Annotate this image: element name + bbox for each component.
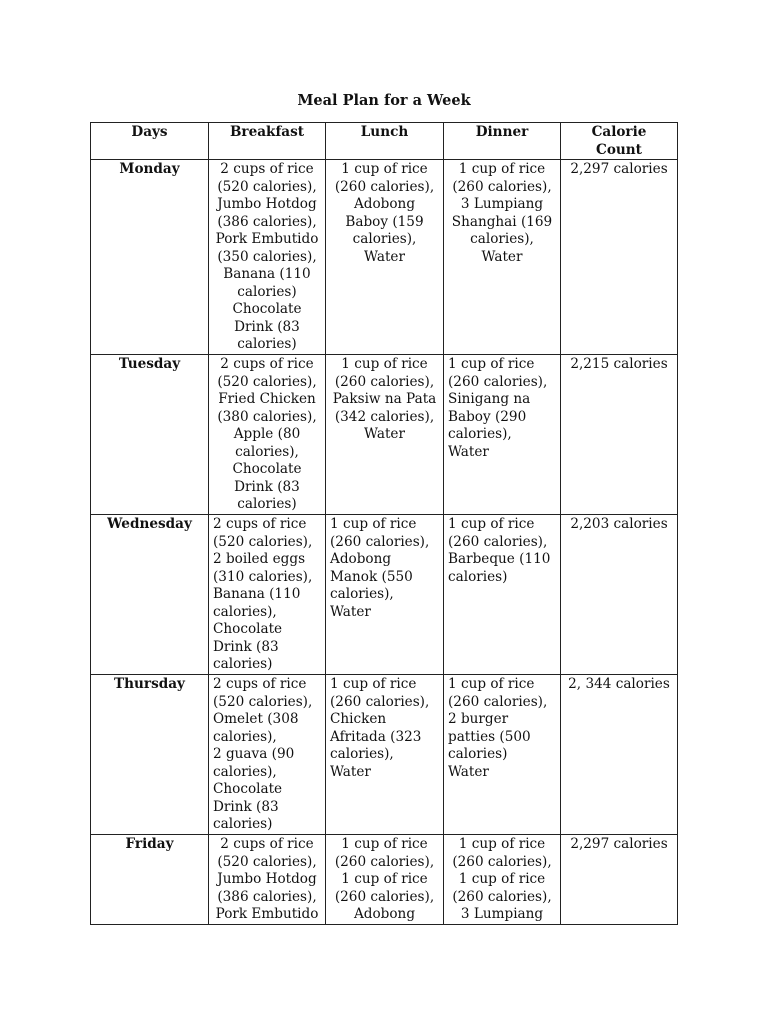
cell-line: Drink (83 bbox=[234, 478, 300, 495]
cell-line: 1 cup of rice bbox=[458, 161, 546, 177]
header-days: Days bbox=[91, 123, 209, 160]
cell-line: calories) bbox=[213, 656, 273, 672]
cell-line: Baboy (290 bbox=[448, 408, 527, 425]
cell-line: Chocolate bbox=[213, 781, 283, 797]
cell-line: Afritada (323 bbox=[330, 728, 422, 745]
dinner-cell bbox=[444, 675, 561, 835]
cell-line: (380 calories), bbox=[217, 408, 317, 425]
cell-line: 2 cups of rice bbox=[213, 516, 307, 532]
cell-line: 1 cup of rice bbox=[341, 161, 428, 177]
cell-line: Chocolate bbox=[232, 301, 302, 317]
cell-line: Pork Embutido bbox=[215, 906, 319, 922]
cell-line: 1 cup of rice bbox=[341, 836, 428, 852]
table-row bbox=[91, 835, 678, 925]
header-dinner: Dinner bbox=[444, 123, 561, 160]
lunch-cell bbox=[326, 835, 444, 925]
day-cell: Wednesday bbox=[91, 515, 209, 675]
cell-line: patties (500 bbox=[448, 728, 531, 745]
cell-line: (260 calories), bbox=[334, 888, 435, 905]
table-row bbox=[91, 355, 678, 515]
cell-line: 3 Lumpiang bbox=[460, 196, 544, 212]
table-row bbox=[91, 515, 678, 675]
cell-line: 2 cups of rice bbox=[220, 161, 314, 177]
cell-line: 3 Lumpiang bbox=[460, 906, 544, 922]
cell-line: Manok (550 bbox=[330, 568, 413, 585]
cell-line: (260 calories), bbox=[334, 373, 435, 390]
cell-line: Jumbo Hotdog bbox=[217, 196, 317, 212]
breakfast-cell bbox=[209, 675, 326, 835]
cell-line: 2 burger bbox=[448, 711, 509, 727]
cell-line: (260 calories), bbox=[452, 178, 552, 195]
cell-line: Water bbox=[364, 426, 405, 442]
cell-line: calories) bbox=[448, 568, 508, 585]
cell-line: calories) bbox=[237, 496, 297, 512]
cell-line: (260 calories), bbox=[448, 533, 548, 550]
cell-line: Water bbox=[448, 763, 489, 780]
cell-line: 1 cup of rice bbox=[341, 356, 428, 372]
table-row bbox=[91, 675, 678, 835]
cell-line: 2 cups of rice bbox=[220, 836, 314, 852]
calorie-cell: 2,203 calories bbox=[561, 515, 678, 675]
cell-line: Banana (110 bbox=[223, 266, 311, 282]
cell-line: 2 cups of rice bbox=[213, 676, 307, 692]
meal-plan-table bbox=[90, 122, 678, 925]
cell-line: 1 cup of rice bbox=[330, 516, 417, 532]
cell-line: Baboy (159 bbox=[345, 213, 424, 230]
cell-line: Omelet (308 bbox=[213, 711, 299, 727]
calorie-cell: 2,297 calories bbox=[561, 835, 678, 925]
cell-line: Sinigang na bbox=[448, 391, 531, 407]
lunch-cell bbox=[326, 160, 444, 355]
table-row bbox=[91, 160, 678, 355]
calorie-cell: 2,297 calories bbox=[561, 160, 678, 355]
cell-line: Adobong bbox=[353, 196, 416, 212]
cell-line: Water bbox=[448, 443, 489, 460]
dinner-cell bbox=[444, 355, 561, 515]
cell-line: Barbeque (110 bbox=[448, 551, 551, 567]
cell-line: Drink (83 bbox=[234, 318, 300, 335]
cell-line: Apple (80 bbox=[233, 426, 301, 442]
cell-line: Drink (83 bbox=[213, 798, 279, 815]
header-lunch: Lunch bbox=[326, 123, 444, 160]
cell-line: Water bbox=[481, 248, 523, 265]
header-calorie-count bbox=[561, 123, 678, 160]
cell-line: calories), bbox=[235, 443, 299, 460]
dinner-cell bbox=[444, 515, 561, 675]
cell-line: 1 cup of rice bbox=[448, 356, 535, 372]
cell-line: calories), bbox=[213, 603, 277, 620]
cell-line: 1 cup of rice bbox=[448, 676, 535, 692]
cell-line: calories), bbox=[470, 231, 534, 247]
cell-line: calories) bbox=[237, 336, 297, 352]
dinner-cell bbox=[444, 835, 561, 925]
day-cell: Friday bbox=[91, 835, 209, 925]
cell-line: calories), bbox=[213, 763, 277, 780]
cell-line: Water bbox=[330, 763, 371, 780]
cell-line: (520 calories), bbox=[213, 693, 313, 710]
cell-line: (386 calories), bbox=[217, 888, 317, 905]
cell-line: 1 cup of rice bbox=[458, 871, 546, 887]
cell-line: Pork Embutido bbox=[215, 231, 319, 247]
cell-line: 2 boiled eggs bbox=[213, 551, 306, 567]
cell-line: Shanghai (169 bbox=[451, 213, 553, 230]
cell-line: (386 calories), bbox=[217, 213, 317, 230]
breakfast-cell bbox=[209, 160, 326, 355]
cell-line: Fried Chicken bbox=[218, 391, 316, 407]
cell-line: (260 calories), bbox=[448, 373, 548, 390]
cell-line: Adobong bbox=[353, 906, 416, 922]
cell-line: 1 cup of rice bbox=[448, 516, 535, 532]
cell-line: (342 calories), bbox=[334, 408, 435, 425]
cell-line: Water bbox=[364, 248, 405, 265]
table-header-row bbox=[91, 123, 678, 160]
cell-line: Paksiw na Pata bbox=[332, 391, 437, 407]
breakfast-cell bbox=[209, 835, 326, 925]
lunch-cell bbox=[326, 355, 444, 515]
breakfast-cell bbox=[209, 515, 326, 675]
cell-line: 2 cups of rice bbox=[220, 356, 314, 372]
day-cell: Thursday bbox=[91, 675, 209, 835]
cell-line: (310 calories), bbox=[213, 568, 313, 585]
cell-line: (260 calories), bbox=[448, 693, 548, 710]
day-cell: Monday bbox=[91, 160, 209, 355]
cell-line: calories), bbox=[352, 231, 417, 247]
page-title: Meal Plan for a Week bbox=[297, 92, 471, 109]
cell-line: calories) bbox=[213, 816, 273, 832]
cell-line: 2 guava (90 bbox=[213, 746, 295, 762]
calorie-cell: 2, 344 calories bbox=[561, 675, 678, 835]
cell-line: (260 calories), bbox=[334, 178, 435, 195]
cell-line: (260 calories), bbox=[452, 853, 552, 870]
calorie-cell: 2,215 calories bbox=[561, 355, 678, 515]
cell-line: 1 cup of rice bbox=[330, 676, 417, 692]
cell-line: calories) bbox=[237, 283, 297, 300]
lunch-cell bbox=[326, 515, 444, 675]
cell-line: (520 calories), bbox=[217, 373, 317, 390]
cell-line: (520 calories), bbox=[217, 178, 317, 195]
cell-line: (260 calories), bbox=[330, 693, 430, 710]
cell-line: (350 calories), bbox=[217, 248, 317, 265]
cell-line: (260 calories), bbox=[334, 853, 435, 870]
cell-line: Jumbo Hotdog bbox=[217, 871, 317, 887]
cell-line: (260 calories), bbox=[452, 888, 552, 905]
cell-line: calories), bbox=[213, 728, 277, 745]
cell-line: calories), bbox=[330, 586, 394, 602]
dinner-cell bbox=[444, 160, 561, 355]
cell-line: 1 cup of rice bbox=[458, 836, 546, 852]
cell-line: Banana (110 bbox=[213, 586, 301, 602]
header-calorie-line2: Count bbox=[596, 141, 642, 158]
cell-line: (520 calories), bbox=[217, 853, 317, 870]
cell-line: calories), bbox=[448, 426, 512, 442]
cell-line: Chocolate bbox=[213, 621, 283, 637]
cell-line: calories), bbox=[330, 746, 394, 762]
cell-line: Chicken bbox=[330, 711, 387, 727]
header-breakfast: Breakfast bbox=[209, 123, 326, 160]
cell-line: (260 calories), bbox=[330, 533, 430, 550]
cell-line: Chocolate bbox=[232, 461, 302, 477]
cell-line: Drink (83 bbox=[213, 638, 279, 655]
cell-line: 1 cup of rice bbox=[341, 871, 428, 887]
cell-line: Adobong bbox=[330, 551, 392, 567]
lunch-cell bbox=[326, 675, 444, 835]
day-cell: Tuesday bbox=[91, 355, 209, 515]
breakfast-cell bbox=[209, 355, 326, 515]
cell-line: Water bbox=[330, 603, 371, 620]
cell-line: (520 calories), bbox=[213, 533, 313, 550]
cell-line: calories) bbox=[448, 746, 508, 762]
header-calorie-line1: Calorie bbox=[591, 124, 647, 140]
